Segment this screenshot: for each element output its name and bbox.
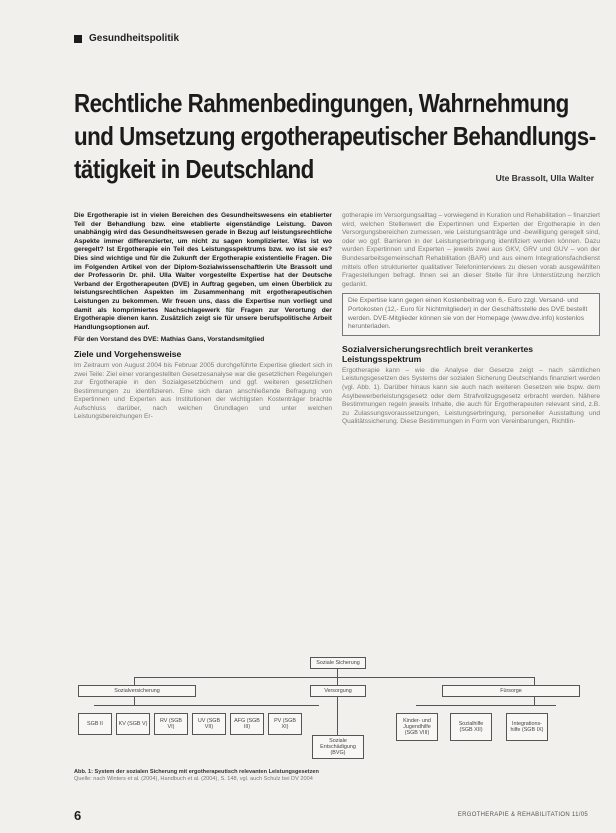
diagram-leaf-fuersorge: Sozialhilfe (SGB XII) [450, 713, 492, 741]
diagram-leaf-insurance: SGB II [78, 713, 112, 735]
journal-footer: ERGOTHERAPIE & REHABILITATION 11/05 [457, 812, 588, 818]
body-paragraph: Ergotherapie kann – wie die Analyse der Gesetze zeigt – nach sämtlichen Leistungsgesetzen des Systems der sozialen Sicherung Deutschlands finanziert werden (vgl. Abb. 1). Darüber hinaus kann sie auch nach weiteren Gesetzen wie bspw. dem Asylbewerberleistungsgesetz oder dem Strafvollzugsgesetz erbracht werden. Nähere Bestimmungen regeln jeweils Inhalte, die auch für Ergotherapeuten relevant sind, z.B. zu Zulassungsvoraussetzungen, Leistungserbringung, personeller Ausstattung und Qualitätssicherung. Diese Bestimmungen in Form von Vereinbarungen, Richtlin- [342, 366, 600, 426]
connector [337, 669, 338, 677]
diagram-node-versorgung: Versorgung [310, 685, 366, 697]
subhead-spectrum: Sozialversicherungsrechtlich breit verankertes Leistungsspektrum [342, 343, 534, 364]
connector [337, 677, 338, 685]
connector [534, 697, 535, 705]
social-security-diagram [74, 655, 594, 765]
diagram-leaf-fuersorge: Kinder- und Jugendhilfe (SGB VIII) [396, 713, 438, 741]
diagram-leaf-insurance: RV (SGB VI) [154, 713, 188, 735]
intro-paragraph: Die Ergotherapie ist in vielen Bereichen des Gesundheitswesens ein etablierter Teil der Behandlung bzw. eine etablierte eigenständige Leistung. Davon unabhängig wird das Gesundheitswesen gerade in Bezug auf leistungsrechtliche Aspekte immer differenzierter, um nicht zu sagen komplizierter. Was ist wo geregelt? Ist Ergotherapie ein Teil des Leistungsspektrums bzw. wo ist sie es? Dies sind wichtige und für die Zukunft der Ergotherapie existentielle Fragen. Die im Folgenden Artikel von der Diplom-Sozialwissenschaftlerin Ute Brassolt und der Professorin Dr. phil. Ulla Walter vorgestellte Expertise hat der Deutsche Verband der Ergotherapeuten (DVE) in Auftrag gegeben, um einen Überblick zu leistungsrechtlichen Aspekten im Zusammenhang mit ergotherapeutischen Leistungen zu bekommen. Wir freuen uns, dass die Expertise nun vorliegt und damit als komprimiertes Nachschlagewerk für Fragen zur Verortung der Ergotherapie dienen kann. Zusätzlich zeigt sie für unsere berufspolitische Arbeit Handlungsoptionen auf. [74, 212, 332, 331]
figure-caption [74, 769, 594, 783]
right-column [342, 212, 600, 431]
connector [94, 705, 319, 706]
diagram-leaf-versorgung: Soziale Entschädigung (BVG) [312, 735, 364, 759]
page-number: 6 [74, 808, 82, 823]
connector [337, 697, 338, 735]
subhead-goals: Ziele und Vorgehensweise [74, 348, 182, 359]
section-header [74, 33, 179, 44]
connector [134, 677, 534, 678]
caption-source: Quelle: nach Winters et al. (2004), Handbuch et al. (2004), S. 148, vgl. auch Schulz bei DV 2004 [74, 776, 313, 782]
diagram-node-root: Soziale Sicherung [310, 657, 366, 669]
diagram-leaf-insurance: KV (SGB V) [116, 713, 150, 735]
connector [534, 677, 535, 685]
diagram-node-sozialversicherung: Sozialversicherung [78, 685, 196, 697]
title-line: Rechtliche Rahmenbedingungen, Wahrnehmung [74, 88, 569, 118]
caption-title: Abb. 1: System der sozialen Sicherung mit ergotherapeutisch relevanten Leistungsgesetzen [74, 769, 319, 775]
section-label: Gesundheitspolitik [89, 33, 180, 44]
title-line: und Umsetzung ergotherapeutischer Behandlungs- [74, 121, 596, 151]
connector [416, 705, 556, 706]
order-info-box: Die Expertise kann gegen einen Kostenbeitrag von 6,- Euro zzgl. Versand- und Portokosten (12,- Euro für Nichtmitglieder) in der Geschäftsstelle des DVE bestellt werden. DVE-Mitglieder können sie von der Homepage (www.dve.info) kostenlos herunterladen. [342, 293, 600, 335]
body-paragraph: gotherapie im Versorgungsalltag – vorwiegend in Kuration und Rehabilitation – finanziert wird, welchen Stellenwert die Expertinnen und Experten der Ergotherapie in den Versorgungsbereichen zumessen, wie Leistungsanträge und -bewilligung geregelt sind, oder wo ggf. Barrieren in der Leistungserbringung identifiziert werden können. Dazu wurden Expertinnen und Experten – jeweils zwei aus GKV, GRV und GUV – von der Bundesarbeitsgemeinschaft Rehabilitation (BAR) und aus einem Integrationsfachdienst mittels offen strukturierter qualitativer Telefoninterviews zu diesen vorab ausgewählten Fragestellungen befragt. Ihnen sei an dieser Stelle für ihre Unterstützung herzlich gedankt. [342, 212, 600, 288]
authors: Ute Brassolt, Ulla Walter [495, 173, 594, 183]
diagram-leaf-insurance: PV (SGB XI) [268, 713, 302, 735]
connector [134, 677, 135, 685]
diagram-leaf-fuersorge: Integrations-hilfe (SGB IX) [506, 713, 548, 741]
diagram-leaf-insurance: AFG (SGB III) [230, 713, 264, 735]
title-line: tätigkeit in Deutschland [74, 154, 314, 184]
left-column [74, 212, 332, 426]
body-paragraph: Im Zeitraum von August 2004 bis Februar 2005 durchgeführte Expertise gliedert sich in zwei Teile: Ziel einer vorangestellten Gesetzesanalyse war die gesetzlichen Regelungen zur Ergotherapie in den Sozialgesetzbüchern und ggf. weiteren gesetzlichen Bestimmungen zu identifizieren. Eine sich daran anschließende Befragung von Expertinnen und Experten aus Institutionen der wichtigsten Kostenträger brachte Aufschluss darüber, nach welchen Grundlagen und unter welchen Leistungsbereichungen Er- [74, 361, 332, 421]
intro-signature: Für den Vorstand des DVE: Mathias Gans, Vorstandsmitglied [74, 336, 265, 344]
diagram-leaf-insurance: UV (SGB VII) [192, 713, 226, 735]
connector [134, 697, 135, 705]
diagram-node-fuersorge: Fürsorge [442, 685, 580, 697]
section-square-icon [74, 35, 82, 43]
